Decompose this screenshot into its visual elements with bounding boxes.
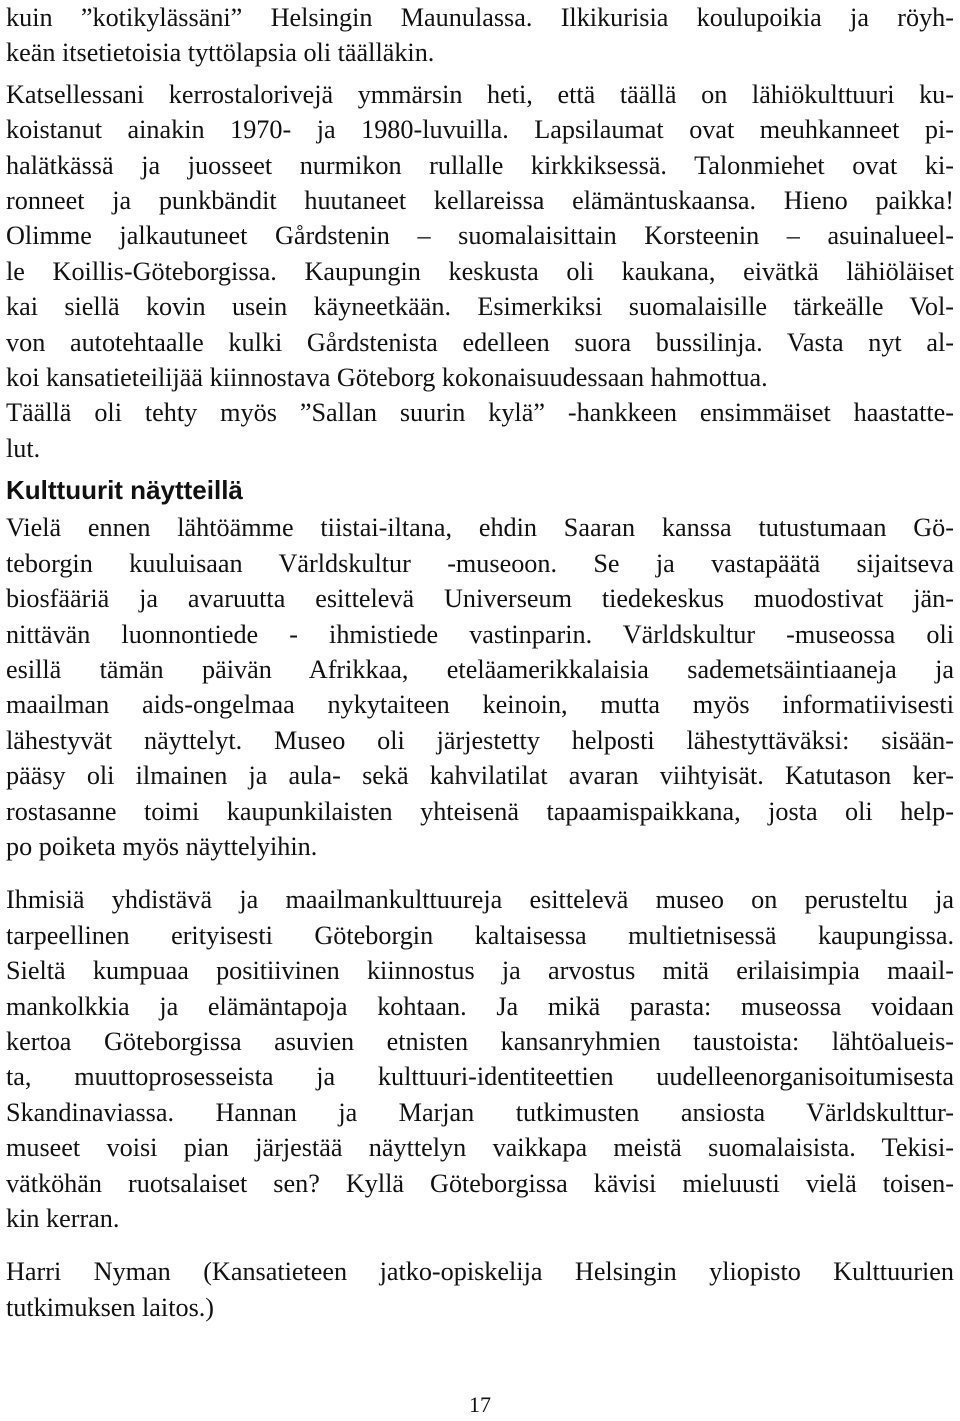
paragraph-line: esillä tämän päivän Afrikkaa, eteläamerikkalaisia sademetsäintiaaneja ja — [6, 654, 954, 684]
paragraph-line: mankolkkia ja elämäntapoja kohtaan. Ja mikä parasta: museossa voidaan — [6, 991, 954, 1021]
paragraph-line: rostasanne toimi kaupunkilaisten yhteisenä tapaamispaikkana, josta oli help- — [6, 796, 954, 826]
author-note — [6, 1254, 954, 1325]
paragraph-line: kin kerran. — [6, 1204, 120, 1233]
paragraph-line: von autotehtaalle kulki Gårdstenista edelleen suora bussilinja. Vasta nyt al- — [6, 327, 954, 357]
paragraph-line: ta, muuttoprosesseista ja kulttuuri-identiteettien uudelleenorganisoitumisesta — [6, 1062, 954, 1092]
paragraph-line: museet voisi pian järjestää näyttelyn vaikkapa meistä suomalaisista. Tekisi- — [6, 1133, 954, 1163]
paragraph-line: maailman aids-ongelmaa nykytaiteen keinoin, mutta myös informatiivisesti — [6, 690, 954, 720]
paragraph-line: kertoa Göteborgissa asuvien etnisten kansanryhmien taustoista: lähtöalueis- — [6, 1026, 954, 1056]
paragraph-1 — [6, 0, 954, 71]
paragraph-line: keän itsetietoisia tyttölapsia oli täälläkin. — [6, 38, 435, 68]
paragraph-line: lähestyvät näyttelyt. Museo oli järjestetty helposti lähestyttäväksi: sisään- — [6, 725, 954, 755]
paragraph-line: lut. — [6, 433, 41, 463]
paragraph-line: Olimme jalkautuneet Gårdstenin – suomalaisittain Korsteenin – asuinalueel- — [6, 221, 954, 251]
paragraph-line: Vielä ennen lähtöämme tiistai-iltana, ehdin Saaran kanssa tutustumaan Gö- — [6, 513, 954, 543]
page-number: 17 — [469, 1392, 491, 1417]
paragraph-4 — [6, 882, 954, 1236]
document-page — [6, 0, 954, 1325]
paragraph-line: halätkässä ja juosseet nurmikon rullalle kirkkiksessä. Talonmiehet ovat ki- — [6, 150, 954, 180]
paragraph-line: nittävän luonnontiede - ihmistiede vastinparin. Världskultur -museossa oli — [6, 619, 954, 649]
paragraph-line: biosfääriä ja avaruutta esittelevä Universeum tiedekeskus muodostivat jän- — [6, 584, 954, 614]
paragraph-line: ronneet ja punkbändit huutaneet kellareissa elämäntuskaansa. Hieno paikka! — [6, 186, 954, 216]
spacer — [6, 1236, 954, 1254]
paragraph-line: teborgin kuuluisaan Världskultur -museoon. Se ja vastapäätä sijaitseva — [6, 548, 954, 578]
paragraph-line: koistanut ainakin 1970- ja 1980-luvuilla. Lapsilaumat ovat meuhkanneet pi- — [6, 115, 954, 145]
paragraph-line: Harri Nyman (Kansatieteen jatko-opiskelija Helsingin yliopisto Kulttuurien — [6, 1257, 954, 1287]
paragraph-line: Sieltä kumpuaa positiivinen kiinnostus ja arvostus mitä erilaisimpia maail- — [6, 956, 954, 986]
paragraph-line: kai siellä kovin usein käyneetkään. Esimerkiksi suomalaisille tärkeälle Vol- — [6, 292, 954, 322]
paragraph-line: Ihmisiä yhdistävä ja maailmankulttuureja esittelevä museo on perusteltu ja — [6, 885, 954, 915]
paragraph-3 — [6, 510, 954, 864]
paragraph-line: kuin ”kotikylässäni” Helsingin Maunulassa. Ilkikurisia koulupoikia ja röyh- — [6, 3, 954, 32]
paragraph-line: Katsellessani kerrostalorivejä ymmärsin heti, että täällä on lähiökulttuuri ku- — [6, 79, 954, 109]
paragraph-line: po poiketa myös näyttelyihin. — [6, 831, 318, 861]
paragraph-line: Skandinaviassa. Hannan ja Marjan tutkimusten ansiosta Världskulttur- — [6, 1097, 954, 1127]
section-heading: Kulttuurit näytteillä — [6, 475, 243, 506]
paragraph-line: tarpeellinen erityisesti Göteborgin kaltaisessa multietnisessä kaupungissa. — [6, 920, 954, 950]
paragraph-line: tutkimuksen laitos.) — [6, 1292, 215, 1322]
paragraph-2 — [6, 77, 954, 466]
paragraph-line: vätköhän ruotsalaiset sen? Kyllä Göteborgissa kävisi mieluusti vielä toisen- — [6, 1168, 954, 1198]
paragraph-line: koi kansatieteilijää kiinnostava Göteborg kokonaisuudessaan hahmottua. — [6, 363, 768, 393]
paragraph-line: pääsy oli ilmainen ja aula- sekä kahvilatilat avaran viihtyisät. Katutason ker- — [6, 761, 954, 791]
spacer — [6, 864, 954, 882]
paragraph-line: le Koillis-Göteborgissa. Kaupungin keskusta oli kaukana, eivätkä lähiöläiset — [6, 256, 954, 286]
paragraph-line: Täällä oli tehty myös ”Sallan suurin kylä” -hankkeen ensimmäiset haastatte- — [6, 398, 954, 428]
